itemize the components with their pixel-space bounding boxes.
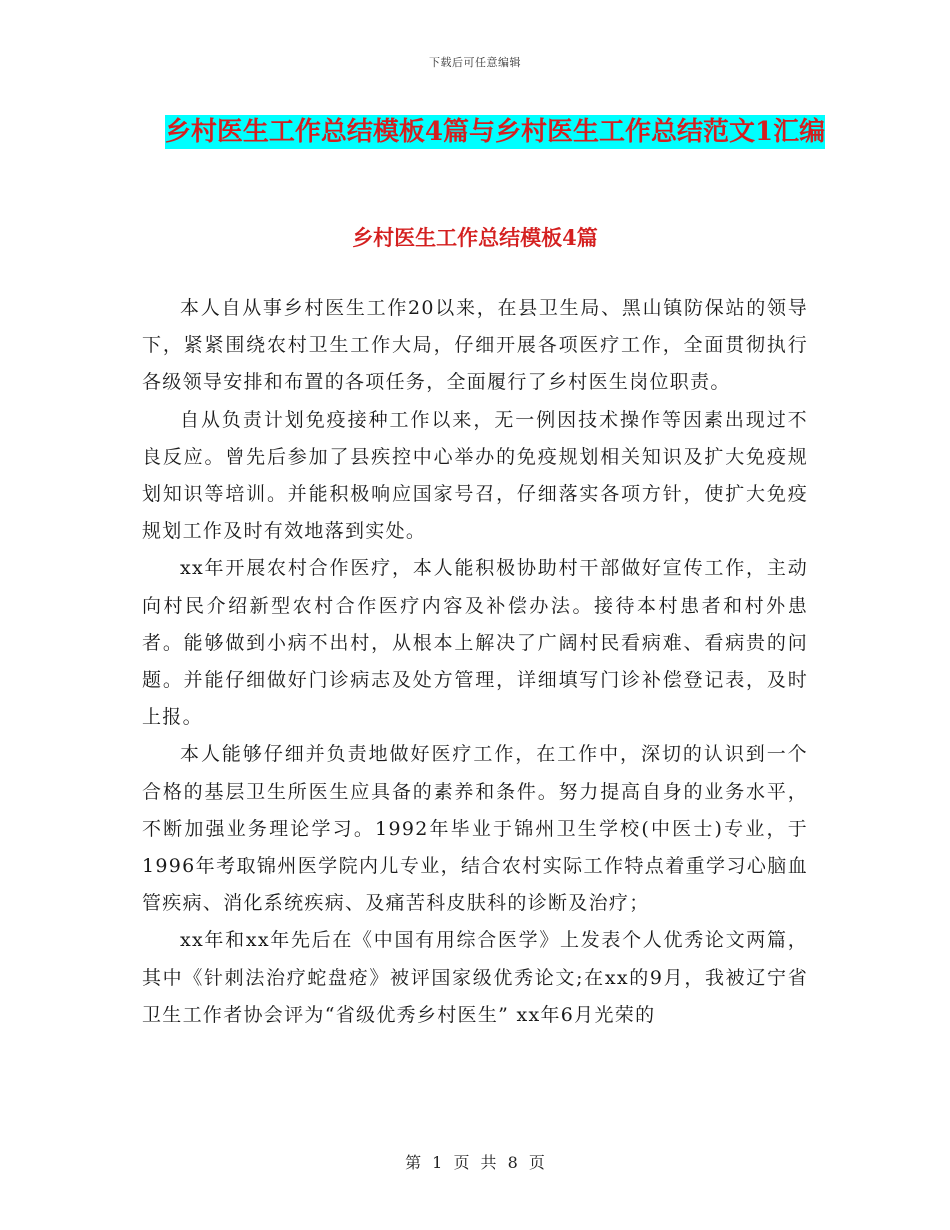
document-title [140, 110, 850, 154]
section-title: 乡村医生工作总结模板4篇 [352, 225, 598, 250]
page-footer: 第 1 页 共 8 页 [405, 1153, 545, 1172]
header-note: 下载后可任意编辑 [429, 56, 521, 69]
paragraph-5: xx年和xx年先后在《中国有用综合医学》上发表个人优秀论文两篇，其中《针刺法治疗蛇盘疮》被评国家级优秀论文;在xx的9月，我被辽宁省卫生工作者协会评为“省级优秀乡村医生” xx年6月光荣的 [142, 929, 808, 1026]
document-body [142, 290, 808, 1034]
paragraph-3: xx年开展农村合作医疗，本人能积极协助村干部做好宣传工作，主动向村民介绍新型农村合作医疗内容及补偿办法。接待本村患者和村外患者。能够做到小病不出村，从根本上解决了广阔村民看病难、看病贵的问题。并能仔细做好门诊病志及处方管理，详细填写门诊补偿登记表，及时上报。 [142, 557, 808, 729]
paragraph-1: 本人自从事乡村医生工作20以来，在县卫生局、黑山镇防保站的领导下，紧紧围绕农村卫生工作大局，仔细开展各项医疗工作，全面贯彻执行各级领导安排和布置的各项任务，全面履行了乡村医生岗位职责。 [142, 297, 808, 394]
paragraph-4: 本人能够仔细并负责地做好医疗工作，在工作中，深切的认识到一个合格的基层卫生所医生应具备的素养和条件。努力提高自身的业务水平，不断加强业务理论学习。1992年毕业于锦州卫生学校(中医士)专业，于1996年考取锦州医学院内儿专业，结合农村实际工作特点着重学习心脑血管疾病、消化系统疾病、及痛苦科皮肤科的诊断及治疗； [142, 743, 808, 915]
paragraph-2: 自从负责计划免疫接种工作以来，无一例因技术操作等因素出现过不良反应。曾先后参加了县疾控中心举办的免疫规划相关知识及扩大免疫规划知识等培训。并能积极响应国家号召，仔细落实各项方针，使扩大免疫规划工作及时有效地落到实处。 [142, 408, 808, 543]
title-highlight: 乡村医生工作总结模板4篇与乡村医生工作总结范文1汇编 [164, 117, 826, 147]
